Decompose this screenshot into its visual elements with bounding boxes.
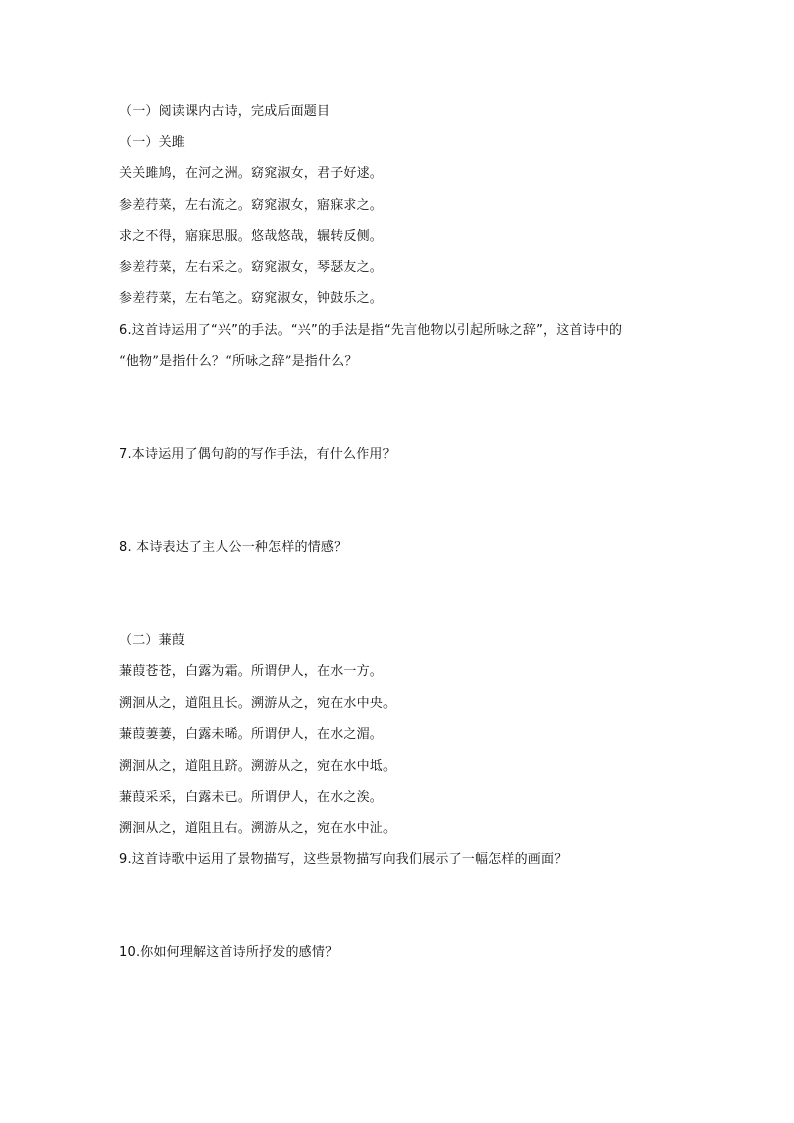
poem-line: 求之不得，寤寐思服。悠哉悠哉，辗转反侧。 [119,229,384,244]
question-6: 6.这首诗运用了“兴”的手法。“兴”的手法是指“先言他物以引起所咏之辞”，这首诗中的 [119,323,623,338]
section-heading: （一）阅读课内古诗，完成后面题目 [119,104,331,119]
poem-line: 溯洄从之，道阻且右。溯游从之，宛在水中沚。 [119,821,397,836]
question-6-continued: “他物”是指什么？“所咏之辞”是指什么？ [119,354,358,369]
poem-line: 关关雎鸠，在河之洲。窈窕淑女，君子好逑。 [119,166,384,181]
poem-line: 参差荇菜，左右流之。窈窕淑女，寤寐求之。 [119,198,384,213]
question-10: 10.你如何理解这首诗所抒发的感情？ [119,945,339,960]
poem-line: 溯洄从之，道阻且长。溯游从之，宛在水中央。 [119,696,397,711]
poem-line: 蒹葭苍苍，白露为霜。所谓伊人，在水一方。 [119,664,384,679]
poem-line: 蒹葭萋萋，白露未晞。所谓伊人，在水之湄。 [119,727,384,742]
question-9: 9.这首诗歌中运用了景物描写，这些景物描写向我们展示了一幅怎样的画面？ [119,852,568,867]
poem-title-guanju: （一）关雎 [119,135,186,150]
poem-line: 参差荇菜，左右采之。窈窕淑女，琴瑟友之。 [119,260,384,275]
question-8: 8. 本诗表达了主人公一种怎样的情感？ [119,540,348,555]
poem-title-jianjia: （二）蒹葭 [119,633,186,648]
poem-line: 蒹葭采采，白露未已。所谓伊人，在水之涘。 [119,790,384,805]
question-7: 7.本诗运用了偶句韵的写作手法，有什么作用？ [119,447,396,462]
poem-line: 溯洄从之，道阻且跻。溯游从之，宛在水中坻。 [119,759,397,774]
poem-line: 参差荇菜，左右笔之。窈窕淑女，钟鼓乐之。 [119,291,384,306]
